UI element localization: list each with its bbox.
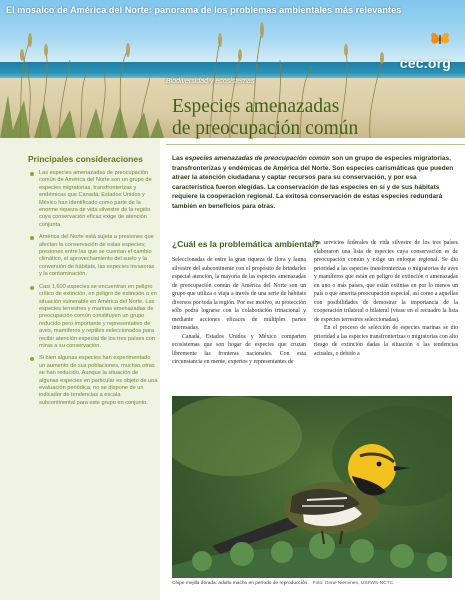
body-paragraph: Canadá, Estados Unidos y México comparten ecosistemas que son hogar de especies que cruzan libremente las fronteras nacionales. Con esta circunstancia en mente, expertos y representantes de (172, 333, 306, 365)
body-paragraph: En el proceso de selección de especies marinas se dio prioridad a las especies transfronterizas o migratorias con alto riesgo de extinción dadas la situación o las tendencias actuales, o debido a (314, 325, 458, 357)
consideration-item: Casi 1,600 especies se encuentran en peligro crítico de extinción, en peligro de extinción o en situación vulnerable en América del Norte. Las especies terrestres y marinas amenazadas de preocupación común constituyen un grupo reducido pero importante y representativo de aves, mamíferos y reptiles seleccionados para recibir atención especial de los tres países con miras a su conservación. (30, 284, 158, 351)
header-title: El mosaico de América del Norte: panorama de los problemas ambientales más relevantes (6, 5, 402, 15)
caption-text: Chipe mejilla dorada: adulto macho en período de reproducción. (172, 581, 309, 586)
body-paragraph: Seleccionadas de entre la gran riqueza de flora y fauna silvestre del subcontinente con el propósito de brindarles especial atención, la mayoría de las especies amenazadas de preocupación común de América del Norte son un grupo que utiliza o viaja a través de una serie de hábitats diversos por toda la región. Por ese motivo, su protección sólo podrá lograrse con la colaboración trinacional y mediante acciones eficaces de múltiples partes interesadas. (172, 257, 306, 331)
bird-illustration (172, 396, 452, 578)
caption-credit: Foto: Gene Nieminen, USFWS-NCTC. (312, 581, 395, 586)
body-column-left (172, 256, 306, 367)
brand-url[interactable]: cec.org (399, 55, 451, 71)
body-column-right (314, 239, 458, 358)
intro-text: son un grupo de especies migratorias, transfronterizas y endémicas de América del Norte. Son especies carismáticas que pueden atraer la atención ciudadana y captar recursos para su conservación, y por esa característica fueron elegidas. La conservación de las especies en sí y de sus hábitats requiere la cooperación regional. La exitosa conservación de estas especies redundará también en beneficios para otras. (172, 155, 454, 210)
category-label: Biodiversidad y ecosistemas (166, 78, 255, 85)
intro-emphasis: especies amenazadas de preocupación común (185, 155, 330, 162)
intro-paragraph (172, 154, 454, 212)
body-paragraph: los servicios federales de vida silvestre de los tres países elaboraron una lista de especies cuya conservación es de preocupación común y exige un enfoque regional. Se dio prioridad a las especies transfronterizas o migratorias de aves y mamíferos que están en peligro de extinción o amenazadas en uno o más países, que están extintas en por lo menos un país o que amerita preocupación especial, así como a aquellas con posibilidades de demostrar la importancia de la cooperación trilateral o bilateral (véase en el recuadro la lista de especies terrestres seleccionadas). (314, 240, 458, 323)
consideration-item: Las especies amenazadas de preocupación común de América del Norte son un grupo de especies migratorias, transfronterizas y endémicas que Canadá, Estados Unidos y México han identificado como parte de la enorme riqueza de vida silvestre de la región cuya conservación eficaz exige de atención conjunta. (30, 170, 158, 229)
title-line-2: de preocupación común (172, 118, 359, 139)
title-line-1: Especies amenazadas (172, 96, 340, 117)
page-title (172, 96, 358, 140)
photo-caption (172, 581, 462, 586)
sidebar (0, 138, 160, 600)
intro-prefix: Las (172, 155, 186, 162)
consideration-item: Si bien algunas especies han experimentado un aumento de sus poblaciones, muchas otras se han reducido. Aunque la situación de algunas especies en particular es objeto de una evaluación periódica, no se dispone de un indicador de tendencias a escala subcontinental para este grupo en conjunto. (30, 355, 158, 407)
sidebar-heading: Principales consideraciones (28, 154, 143, 164)
section-heading: ¿Cuál es la problemática ambiental? (172, 239, 320, 249)
brand-block[interactable] (400, 30, 451, 71)
consideration-item: América del Norte está sujeta a presiones que afectan la conservación de estas especies; presiones entre las que se cuentan el cambio climático, el aprovechamiento del suelo y la conversión de hábitats, las especies invasoras y la contaminación. (30, 234, 158, 278)
considerations-list (30, 170, 158, 412)
warbler-photo (172, 396, 452, 578)
butterfly-logo-icon (429, 30, 451, 48)
title-divider (166, 144, 465, 145)
